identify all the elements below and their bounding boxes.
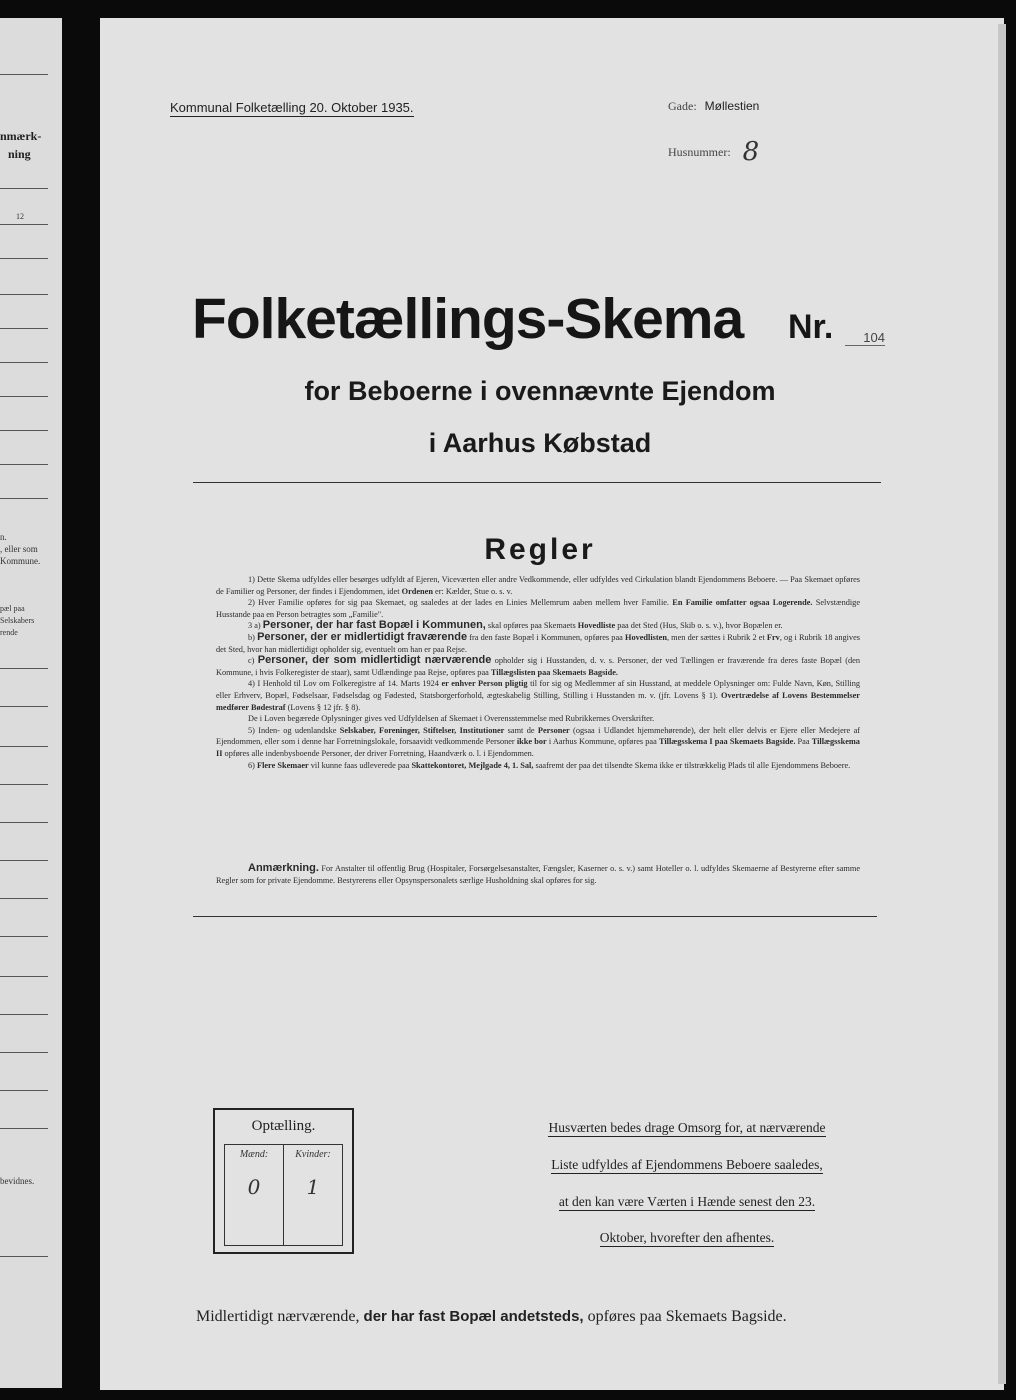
left-page-rule	[0, 294, 48, 295]
count-women-label: Kvinder:	[295, 1149, 331, 1160]
left-page-rule	[0, 706, 48, 707]
rule-6: 6) Flere Skemaer vil kunne faas udleverede paa Skattekontoret, Mejlgade 4, 1. Sal, saafremt der paa det tilsendte Skema ikke er tilstrækkelig Plads til alle Ejendommens Beboere.	[248, 760, 851, 770]
left-page-column-number: 12	[16, 212, 24, 221]
census-form-page	[100, 18, 1004, 1390]
form-number-value: 104	[845, 330, 885, 346]
street-label: Gade:	[668, 99, 697, 113]
left-page-rule	[0, 898, 48, 899]
street-field	[668, 97, 759, 115]
rule-3a: 3 a) Personer, der har fast Bopæl i Kommunen, skal opføres paa Skemaets Hovedliste paa det Sted (Hus, Skib o. s. v.), hvor Bopælen er.	[248, 619, 783, 632]
rule-5: 5) Inden- og udenlandske Selskaber, Foreninger, Stiftelser, Institutioner samt de Personer (ogsaa i Udlandet hjemmehørende), der helt eller delvis er Ejere eller Medejere af Ejendommen, eller som i denne har Forretningslokale, forsaavidt vedkommende Personer ikke bor i Aarhus Kommune, opføres paa Tillægsskema I paa Skemaets Bagside. Paa Tillægsskema II opføres alle indenbysboende Personer, der driver Forretning, Haandværk o. l. i Ejendommen.	[216, 725, 861, 758]
rule-1: 1) Dette Skema udfyldes eller besørges udfyldt af Ejeren, Viceværten eller andre Vedkommende, eller udfyldes ved Cirkulation blandt Ejendommens Beboere. — Paa Skemaet opføres de Familier og Personer, der findes i Ejendommen, idet Ordenen er: Kælder, Stue o. s. v.	[216, 575, 860, 596]
left-page-rule	[0, 74, 48, 75]
count-men-label: Mænd:	[239, 1149, 269, 1160]
host-note-line-3: at den kan være Værten i Hænde senest den 23.	[558, 1194, 816, 1209]
divider-top	[193, 482, 881, 483]
rule-2: 2) Hver Familie opføres for sig paa Skemaet, og saaledes at der lades en Linies Mellemrum aaben mellem hver Familie. En Familie omfatter ogsaa Logerende. Selvstændige Husstande paa en Person betragtes som „Familie".	[216, 598, 861, 619]
count-men-value: 0	[247, 1175, 261, 1199]
rule-4-note: De i Loven begærede Oplysninger gives ved Udfyldelsen af Skemaet i Overensstemmelse med Rubrikkernes Overskrifter.	[248, 714, 655, 724]
count-men-column	[225, 1145, 284, 1245]
host-note-line-4: Oktober, hvorefter den afhentes.	[599, 1230, 775, 1245]
left-page-rule	[0, 1052, 48, 1053]
left-page-heading-1: nmærk-	[0, 129, 42, 143]
house-number-value: 8	[742, 137, 760, 167]
left-page-note-3: Kommune.	[0, 556, 41, 566]
footer-note: Midlertidigt nærværende, der har fast Bopæl andetsteds, opføres paa Skemaets Bagside.	[196, 1308, 787, 1325]
house-number-field	[668, 133, 760, 167]
left-page-rule	[0, 1014, 48, 1015]
form-subtitle-2: i Aarhus Købstad	[428, 428, 652, 458]
left-page-note-6: rende	[0, 628, 18, 637]
census-title: Kommunal Folketælling 20. Oktober 1935.	[170, 100, 414, 115]
rule-4: 4) I Henhold til Lov om Folkeregistre af 14. Marts 1924 er enhver Person pligtig til for sig og Medlemmer af sin Husstand, at meddele Oplysninger om: Fulde Navn, Køn, Stilling eller Erhverv, Bopæl, Fødselsaar, Fødselsdag og Fødested, Statsborgerforhold, ægteskabelig Stilling, Stilling i Husstanden m. v. (jfr. Lovens § 1). Overtrædelse af Lovens Bestemmelser medfører Bødestraf (Lovens § 12 jfr. § 8).	[216, 679, 860, 712]
annotation-text: For Anstalter til offentlig Brug (Hospitaler, Forsørgelsesanstalter, Fængsler, Kaserner o. s. v.) samt Hoteller o. l. udfyldes Skemaerne af Bestyrerne efter samme Regler som for private Ejendomme. Bestyrerens eller Opsynspersonalets særlige Husholdning skal opføres for sig.	[216, 864, 860, 885]
annotation-note	[216, 863, 860, 886]
left-page-rule	[0, 668, 48, 669]
annotation-label: Anmærkning.	[248, 862, 319, 874]
host-note-line-1: Husværten bedes drage Omsorg for, at nærværende	[548, 1120, 826, 1135]
left-page-heading-2: ning	[8, 147, 31, 161]
count-table	[224, 1144, 343, 1246]
left-page-rule	[0, 188, 48, 189]
left-page-rule	[0, 860, 48, 861]
left-page-rule	[0, 498, 48, 499]
left-page-rule	[0, 1128, 48, 1129]
left-page-rule	[0, 1090, 48, 1091]
left-page-rule	[0, 258, 48, 259]
host-note-line-2: Liste udfyldes af Ejendommens Beboere saaledes,	[551, 1157, 823, 1172]
rule-3b: b) Personer, der er midlertidigt fraværende fra den faste Bopæl i Kommunen, opføres paa Hovedlisten, men der sættes i Rubrik 2 et Frv, og i Rubrik 18 angives det Sted, hvor han midlertidigt opholder sig, eventuelt om han er paa Rejse.	[216, 630, 860, 654]
count-women-column	[284, 1145, 342, 1245]
left-page-note-1: n.	[0, 532, 7, 542]
left-page-rule	[0, 224, 48, 225]
left-page-bevidnes: bevidnes.	[0, 1176, 35, 1186]
left-page-rule	[0, 464, 48, 465]
left-page-note-4: pæl paa	[0, 604, 25, 613]
house-number-label: Husnummer:	[668, 145, 731, 159]
left-page-rule	[0, 936, 48, 937]
street-value: Møllestien	[704, 99, 760, 113]
form-number-label: Nr.	[788, 308, 834, 346]
book-spine	[62, 0, 100, 1400]
left-page-rule	[0, 362, 48, 363]
left-page-rule	[0, 822, 48, 823]
left-page-rule	[0, 328, 48, 329]
rules-heading: Regler	[484, 533, 596, 566]
left-page-rule	[0, 976, 48, 977]
rule-3c: c) Personer, der som midlertidigt nærværende opholder sig i Husstanden, d. v. s. Personer, der ved Tællingen er fraværende fra deres faste Bopæl (den Kommune, i hvis Folkeregister de staar), samt Udlændinge paa Rejse, opføres paa Tillægslisten paa Skemaets Bagside.	[216, 654, 860, 677]
left-page-fragment	[0, 18, 62, 1388]
left-page-rule	[0, 746, 48, 747]
form-subtitle-1: for Beboerne i ovennævnte Ejendom	[304, 376, 776, 406]
left-page-rule	[0, 784, 48, 785]
left-page-rule	[0, 1256, 48, 1257]
divider-bottom	[193, 916, 877, 917]
count-women-value: 1	[306, 1175, 320, 1199]
rules-text	[216, 574, 860, 771]
left-page-rule	[0, 430, 48, 431]
form-title: Folketællings-Skema	[192, 287, 744, 351]
left-page-note-5: Selskabers	[0, 616, 35, 625]
count-title: Optælling.	[251, 1118, 316, 1134]
left-page-rule	[0, 396, 48, 397]
page-edge	[998, 24, 1006, 1384]
count-box	[213, 1108, 354, 1254]
left-page-note-2: , eller som	[0, 544, 38, 554]
